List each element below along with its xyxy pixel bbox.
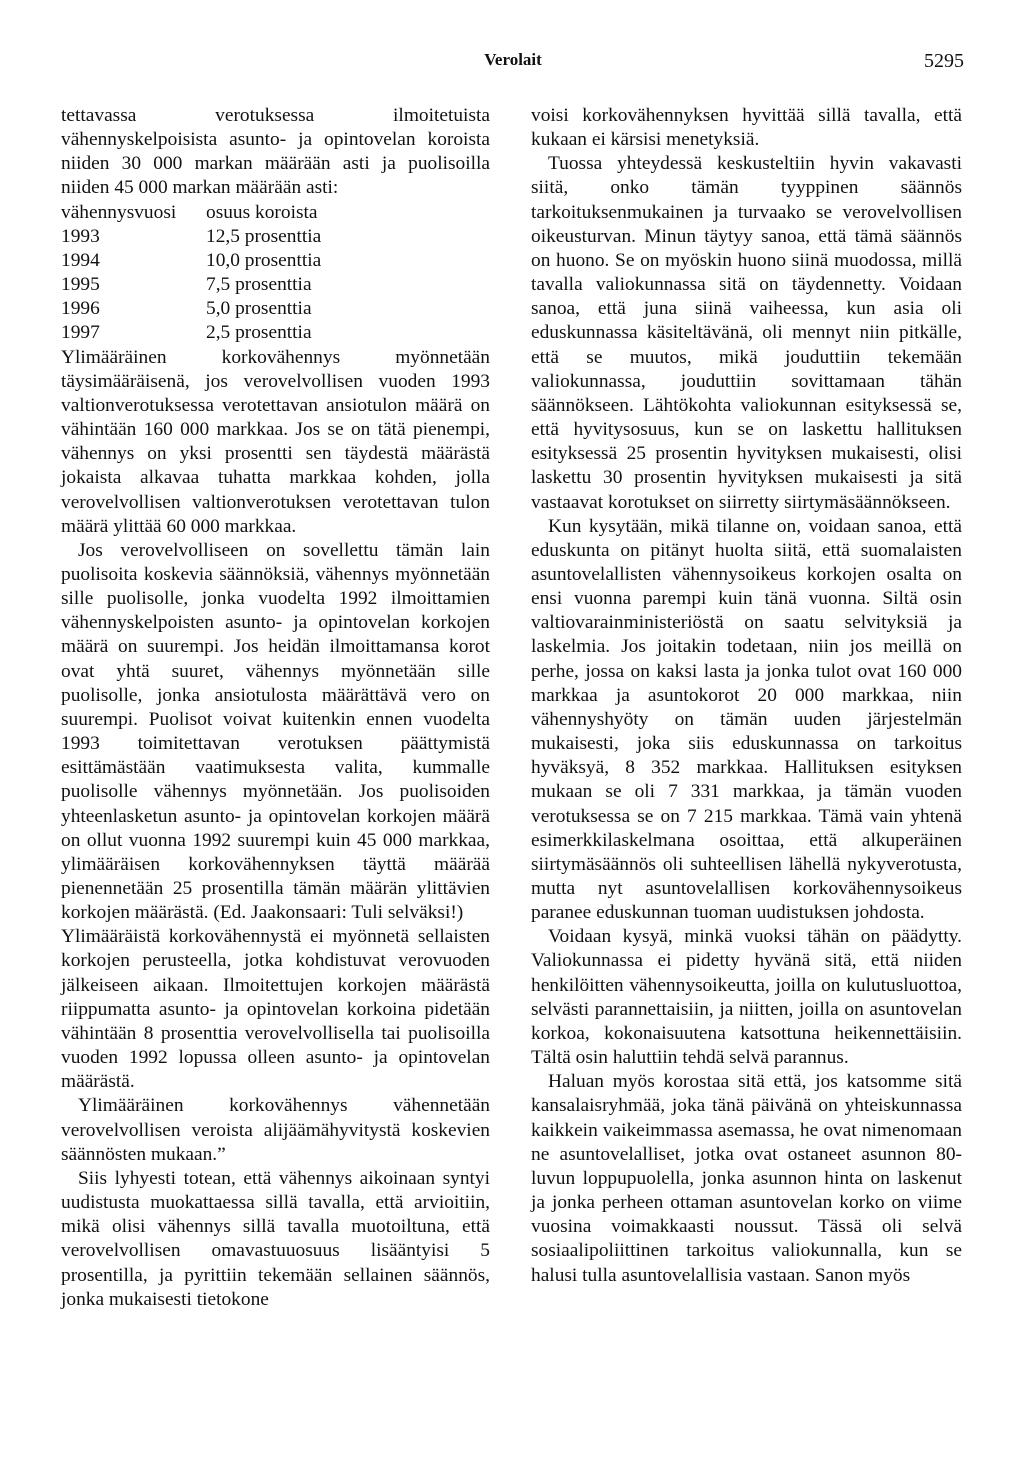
table-header-row: [61, 201, 321, 225]
left-column: [61, 104, 490, 1312]
table-cell-year: 1993: [61, 225, 100, 247]
body-paragraph: Voidaan kysyä, minkä vuoksi tähän on päädytty. Valiokunnassa ei pidetty hyvänä sitä, että niiden henkilöitten vähennysoikeutta, joilla on kulutusluottoa, selvästi parannettaisiin, ja niitten, joilla on asuntovelan korkoa, kokonaisuutena katsottuna heikennettäisiin. Tältä osin haluttiin tehdä selvä parannus.: [531, 926, 962, 1069]
table-header-year: vähennysvuosi: [61, 201, 177, 223]
table-header-share: osuus koroista: [206, 201, 318, 223]
table-cell-share: 5,0 prosenttia: [206, 298, 312, 320]
body-paragraph: Kun kysytään, mikä tilanne on, voidaan sanoa, että eduskunta on pitänyt huolta siitä, että suomalaisten asuntovelallisten vähennysoikeus korkojen osalta on ensi vuonna parempi kuin tänä vuonna. Siltä osin valtiovarainministeriöstä on saatu selvityksiä ja laskelmia. Jos joitakin todetaan, niin jos meillä on perhe, jossa on kaksi lasta ja jonka tulot ovat 160 000 markkaa ja asuntokorot 20 000 markkaa, niin vähennyshyöty on tämän uuden järjestelmän mukaisesti, joka siis eduskunnassa on tarkoitus hyväksyä, 8 352 markkaa. Hallituksen esityksen mukaan se oli 7 331 markkaa, ja tämän vuoden verotuksessa se on 7 215 markkaa. Tämä vain yhtenä esimerkkilaskelmana osoittaa, että alkuperäinen siirtymäsäännös oli suhteellisen lähellä nykyverotusta, mutta nyt asuntovelallisen korkovähennysoikeus paranee eduskunnan tuoman uudistuksen johdosta.: [531, 515, 962, 924]
body-paragraph: Ylimääräinen korkovähennys myönnetään täysimääräisenä, jos verovelvollisen vuoden 1993 valtionverotuksessa verotettavan ansiotulon määrä on vähintään 160 000 markkaa. Jos se on tätä pienempi, vähennys on yksi prosentti sen täydestä määrästä jokaista alkavaa tuhatta markkaa kohden, jolla verovelvollisen valtionverotuksen verotettavan tulon määrä ylittää 60 000 markkaa.: [61, 346, 490, 537]
table-row: [61, 249, 321, 273]
running-title: Verolait: [484, 50, 542, 69]
page-number: 5295: [924, 50, 964, 72]
right-column: [531, 104, 962, 1288]
body-paragraph: Ylimääräinen korkovähennys vähennetään verovelvollisen veroista alijäämähyvitystä koskevien säännösten mukaan.”: [61, 1095, 490, 1165]
table-cell-share: 10,0 prosenttia: [206, 249, 322, 271]
table-cell-year: 1997: [61, 322, 100, 344]
deduction-rate-table: [61, 201, 321, 346]
body-paragraph: Ylimääräistä korkovähennystä ei myönnetä sellaisten korkojen perusteella, jotka kohdistuvat verovuoden jälkeiseen aikaan. Ilmoitettujen korkojen määrästä riippumatta asunto- ja opintovelan korkoina pidetään vähintään 8 prosenttia verovelvollisella tai puolisoilla vuoden 1992 lopussa olleen asunto- ja opintovelan määrästä.: [61, 926, 490, 1093]
body-paragraph: Tuossa yhteydessä keskusteltiin hyvin vakavasti siitä, onko tämän tyyppinen säännös tarkoituksenmukainen ja turvaako se verovelvollisen oikeusturvan. Minun täytyy sanoa, että tämä säännös on huono. Se on myöskin huono siinä muodossa, millä tavalla valiokunnassa sitä on täydennetty. Voidaan sanoa, että juna siinä vaiheessa, kun asia oli eduskunnassa käsiteltävänä, oli mennyt niin pitkälle, että se muutos, mikä jouduttiin tekemään valiokunnassa, jouduttiin sovittamaan tähän säännökseen. Lähtökohta valiokunnan esityksessä se, että hyvitysosuus, kun se on laskettu hallituksen esityksessä 25 prosentin hyvityksen mukaisesti, olisi laskettu 30 prosentin hyvityksen mukaisesti ja sitä vastaavat korotukset on siirretty siirtymäsäännökseen.: [531, 153, 962, 513]
body-paragraph: Jos verovelvolliseen on sovellettu tämän lain puolisoita koskevia säännöksiä, vähennys myönnetään sille puolisolle, jonka vuodelta 1992 ilmoittamien vähennyskelpoisten asunto- ja opintovelan korkojen määrä on suurempi. Jos heidän ilmoittamansa korot ovat yhtä suuret, vähennys myönnetään sille puolisolle, jonka ansiotulosta määrättävä vero on suurempi. Puolisot voivat kuitenkin ennen vuodelta 1993 toimitettavan verotuksen päättymistä esittämästään vaatimuksesta valita, kummalle puolisolle vähennys myönnetään. Jos puolisoiden yhteenlasketun asunto- ja opintovelan korkojen määrä on ollut vuonna 1992 suurempi kuin 45 000 markkaa, ylimääräisen korkovähennyksen täyttä määrää pienennetään 25 prosentilla tämän määrän ylittävien korkojen määrästä. (Ed. Jaakonsaari: Tuli selväksi!): [61, 539, 490, 924]
page-header: [62, 50, 964, 76]
table-row: [61, 297, 321, 321]
table-cell-year: 1996: [61, 298, 100, 320]
table-row: [61, 225, 321, 249]
table-cell-share: 7,5 prosenttia: [206, 274, 312, 296]
body-paragraph: Siis lyhyesti totean, että vähennys aikoinaan syntyi uudistusta muokattaessa sillä tavalla, että arvioitiin, mikä olisi vähennys sillä tavalla muotoiltuna, että verovelvollisen omavastuuosuus lisääntyisi 5 prosentilla, ja pyrittiin tekemään sellainen säännös, jonka mukaisesti tietokone: [61, 1167, 490, 1310]
table-cell-year: 1994: [61, 249, 100, 271]
table-cell-year: 1995: [61, 274, 100, 296]
table-cell-share: 2,5 prosenttia: [206, 322, 312, 344]
table-row: [61, 273, 321, 297]
body-paragraph: voisi korkovähennyksen hyvittää sillä tavalla, että kukaan ei kärsisi menetyksiä.: [531, 105, 962, 151]
table-cell-share: 12,5 prosenttia: [206, 225, 322, 247]
body-paragraph: Haluan myös korostaa sitä että, jos katsomme sitä kansalaisryhmää, joka tänä päivänä on yhteiskunnassa kaikkein vaikeimmassa asemassa, he ovat nimenomaan ne asuntovelalliset, jotka ovat ostaneet asunnon 80-luvun loppupuolella, jonka asunnon hinta on laskenut ja jonka perheen ottaman asuntovelan korko on viime vuosina voimakkaasti noussut. Tässä oli selvä sosiaalipoliittinen tarkoitus valiokunnalla, kun se halusi tulla asuntovelallisia vastaan. Sanon myös: [531, 1071, 962, 1286]
table-row: [61, 321, 321, 345]
intro-paragraph: tettavassa verotuksessa ilmoitetuista vähennyskelpoisista asunto- ja opintovelan koroista niiden 30 000 markan määrään asti ja puolisoilla niiden 45 000 markan määrään asti:: [61, 105, 490, 199]
